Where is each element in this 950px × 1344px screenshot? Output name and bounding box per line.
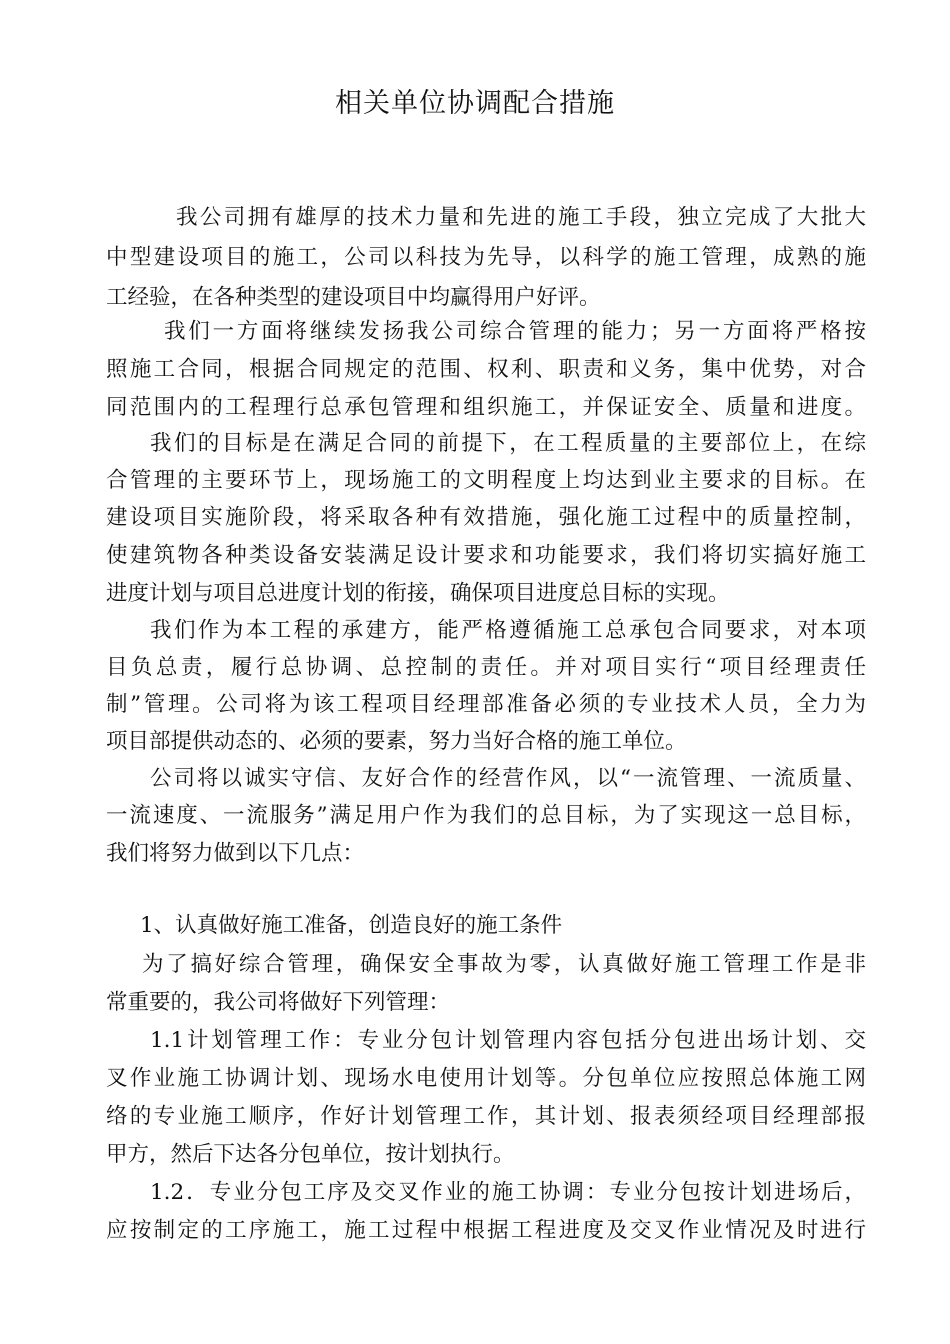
paragraph-line: 我们的目标是在满足合同的前提下，在工程质量的主要部位上，在综 — [150, 431, 866, 456]
paragraph-line: 叉作业施工协调计划、现场水电使用计划等。分包单位应按照总体施工网 — [106, 1066, 866, 1091]
paragraph-line: 使建筑物各种类设备安装满足设计要求和功能要求，我们将切实搞好施工 — [106, 543, 866, 568]
paragraph-line: 建设项目实施阶段，将采取各种有效措施，强化施工过程中的质量控制， — [106, 505, 866, 530]
paragraph-line: 同范围内的工程理行总承包管理和组织施工，并保证安全、质量和进度。 — [106, 395, 866, 420]
paragraph-line: 目负总责，履行总协调、总控制的责任。并对项目实行“项目经理责任 — [106, 655, 866, 680]
paragraph-line: 工经验，在各种类型的建设项目中均赢得用户好评。 — [106, 285, 601, 310]
paragraph-line: 我们将努力做到以下几点： — [106, 841, 365, 866]
paragraph-line: 合管理的主要环节上，现场施工的文明程度上均达到业主要求的目标。在 — [106, 468, 866, 493]
paragraph-line: 一流速度、一流服务”满足用户作为我们的总目标，为了实现这一总目标， — [106, 803, 866, 828]
section-heading: 1、认真做好施工准备，创造良好的施工条件 — [140, 913, 563, 938]
paragraph-line: 我公司拥有雄厚的技术力量和先进的施工手段，独立完成了大批大 — [176, 205, 866, 230]
paragraph-line: 公司将以诚实守信、友好合作的经营作风，以“一流管理、一流质量、 — [150, 766, 866, 791]
paragraph-line: 中型建设项目的施工，公司以科技为先导，以科学的施工管理，成熟的施 — [106, 245, 866, 270]
paragraph-line: 我们一方面将继续发扬我公司综合管理的能力；另一方面将严格按 — [164, 319, 866, 344]
paragraph-line: 应按制定的工序施工，施工过程中根据工程进度及交叉作业情况及时进行 — [106, 1218, 866, 1243]
document-title: 相关单位协调配合措施 — [335, 88, 615, 119]
paragraph-line: 为了搞好综合管理，确保安全事故为零，认真做好施工管理工作是非 — [142, 952, 866, 977]
paragraph-line: 甲方，然后下达各分包单位，按计划执行。 — [106, 1142, 515, 1167]
paragraph-line: 制”管理。公司将为该工程项目经理部准备必须的专业技术人员，全力为 — [106, 692, 866, 717]
paragraph-line: 络的专业施工顺序，作好计划管理工作，其计划、报表须经项目经理部报 — [106, 1104, 866, 1129]
paragraph-line: 项目部提供动态的、必须的要素，努力当好合格的施工单位。 — [106, 729, 687, 754]
subsection-line: 1.1计划管理工作：专业分包计划管理内容包括分包进出场计划、交 — [150, 1028, 866, 1053]
paragraph-line: 我们作为本工程的承建方，能严格遵循施工总承包合同要求，对本项 — [150, 618, 866, 643]
paragraph-line: 常重要的，我公司将做好下列管理： — [106, 990, 451, 1015]
paragraph-line: 照施工合同，根据合同规定的范围、权利、职责和义务，集中优势，对合 — [106, 357, 866, 382]
paragraph-line: 进度计划与项目总进度计划的衔接，确保项目进度总目标的实现。 — [106, 581, 730, 606]
subsection-line: 1.2．专业分包工序及交叉作业的施工协调：专业分包按计划进场后， — [150, 1180, 866, 1205]
